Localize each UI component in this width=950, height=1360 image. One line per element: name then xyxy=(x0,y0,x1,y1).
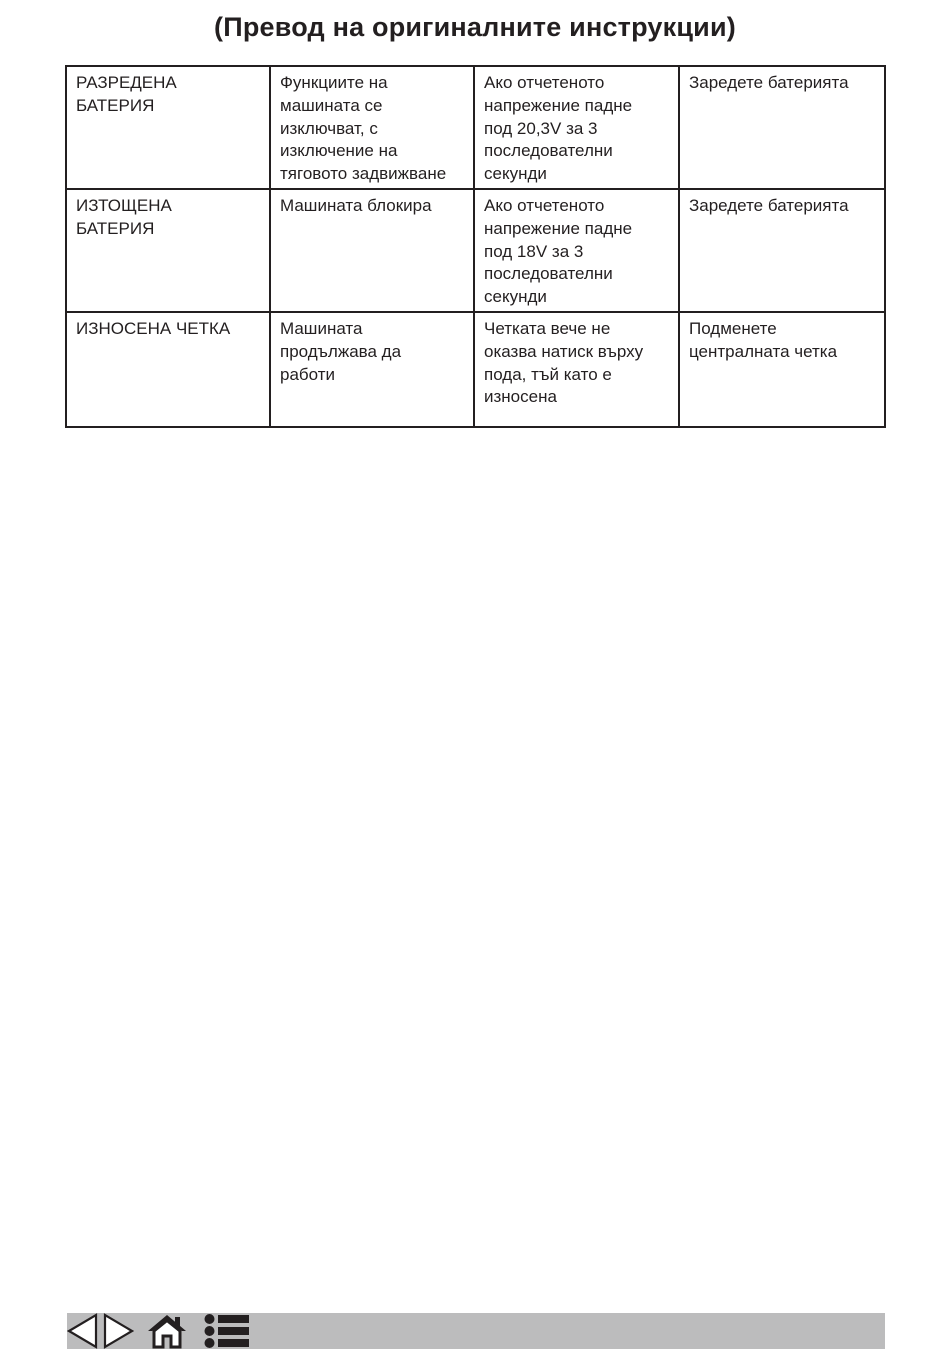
page-title: (Превод на оригиналните инструкции) xyxy=(214,12,736,42)
remedy-cell: Заредете батерията xyxy=(679,189,885,312)
effect-cell: Машината продължава да работи xyxy=(270,312,474,427)
table-row xyxy=(66,66,885,189)
footer-navigation-bar xyxy=(67,1313,885,1349)
troubleshooting-table xyxy=(65,65,886,428)
home-icon[interactable] xyxy=(147,1313,187,1349)
effect-cell: Машината блокира xyxy=(270,189,474,312)
next-page-icon[interactable] xyxy=(102,1313,134,1349)
table-of-contents-icon[interactable] xyxy=(203,1313,251,1349)
fault-cell: ИЗТОЩЕНА БАТЕРИЯ xyxy=(66,189,270,312)
cause-cell: Ако отчетеното напрежение падне под 18V за 3 последователни секунди xyxy=(474,189,679,312)
previous-page-icon[interactable] xyxy=(67,1313,99,1349)
remedy-cell: Заредете батерията xyxy=(679,66,885,189)
effect-cell: Функциите на машината се изключват, с изключение на тяговото задвижване xyxy=(270,66,474,189)
table-row xyxy=(66,312,885,427)
fault-cell: ИЗНОСЕНА ЧЕТКА xyxy=(66,312,270,427)
remedy-cell: Подменете централната четка xyxy=(679,312,885,427)
fault-cell: РАЗРЕДЕНА БАТЕРИЯ xyxy=(66,66,270,189)
cause-cell: Четката вече не оказва натиск върху пода, тъй като е износена xyxy=(474,312,679,427)
cause-cell: Ако отчетеното напрежение падне под 20,3V за 3 последователни секунди xyxy=(474,66,679,189)
table-row xyxy=(66,189,885,312)
